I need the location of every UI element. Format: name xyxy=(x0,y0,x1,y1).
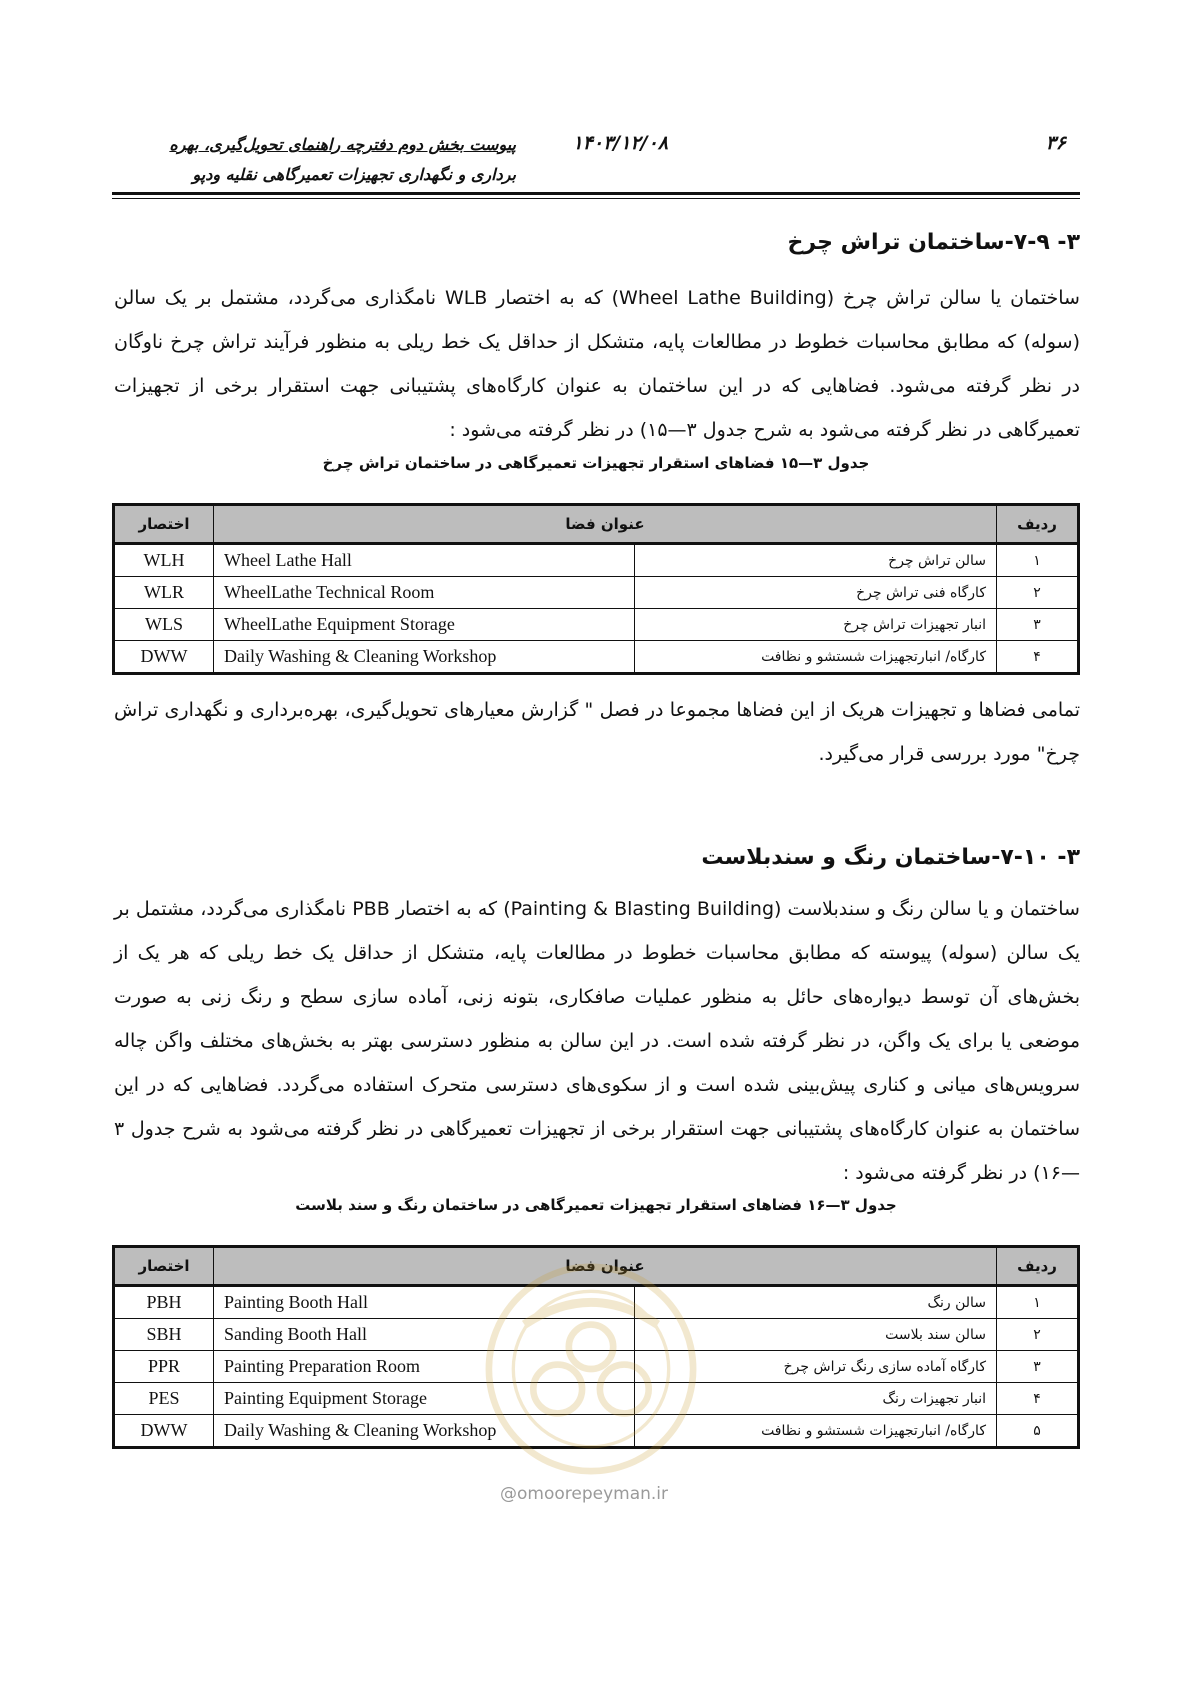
cell-persian-name: سالن رنگ xyxy=(635,1286,997,1319)
header-title-line2: برداری و نگهداری تجهیزات تعمیرگاهی نقلیه ودپو xyxy=(192,165,516,184)
cell-english-name: Painting Booth Hall xyxy=(214,1286,635,1319)
cell-row-number: ۱ xyxy=(997,544,1079,577)
table-row xyxy=(114,1319,1079,1351)
page-header xyxy=(112,128,1080,198)
cell-persian-name: کارگاه فنی تراش چرخ xyxy=(635,577,997,609)
col-header-row: ردیف xyxy=(997,1247,1079,1286)
section-heading-painting-blasting: ۳- ۷-۱۰-ساختمان رنگ و سندبلاست xyxy=(701,845,1080,870)
cell-abbr: DWW xyxy=(114,1415,214,1448)
table-row xyxy=(114,577,1079,609)
cell-english-name: Wheel Lathe Hall xyxy=(214,544,635,577)
table-caption-15: جدول ۳—۱۵ فضاهای استقرار تجهیزات تعمیرگاهی در ساختمان تراش چرخ xyxy=(322,454,870,472)
cell-abbr: SBH xyxy=(114,1319,214,1351)
cell-abbr: DWW xyxy=(114,641,214,674)
section-paragraph-painting-blasting: ساختمان و یا سالن رنگ و سندبلاست (Painting & Blasting Building) که به اختصار PBB نامگذاری می‌گردد، مشتمل بر یک سالن (سوله) پیوسته که مطابق محاسبات خطوط در مطالعات پایه، متشکل از حداقل یک خط ریلی که هر یک از بخش‌های آن توسط دیواره‌های حائل به منظور عملیات صافکاری، بتونه زنی، آماده سازی سطح و رنگ زنی به صورت موضعی یا برای یک واگن، در نظر گرفته شده است. در این سالن به منظور دسترسی بهتر به بخش‌های مختلف واگن چاله سرویس‌های میانی و کناری پیش‌بینی شده است و از سکوی‌های دسترسی متحرک استفاده می‌گردد. فضاهایی که در این ساختمان به عنوان کارگاه‌های پشتیبانی جهت استقرار برخی از تجهیزات تعمیرگاهی در نظر گرفته می‌شود به شرح جدول ۳—۱۶) در نظر گرفته می‌شود : xyxy=(114,898,1080,1184)
cell-row-number: ۳ xyxy=(997,609,1079,641)
cell-persian-name: سالن تراش چرخ xyxy=(635,544,997,577)
cell-abbr: WLS xyxy=(114,609,214,641)
col-header-abbr: اختصار xyxy=(114,1247,214,1286)
table-header-row xyxy=(114,505,1079,544)
table-row xyxy=(114,1383,1079,1415)
cell-persian-name: کارگاه آماده سازی رنگ تراش چرخ xyxy=(635,1351,997,1383)
cell-english-name: Daily Washing & Cleaning Workshop xyxy=(214,641,635,674)
cell-row-number: ۴ xyxy=(997,1383,1079,1415)
table-row xyxy=(114,609,1079,641)
section-heading-wheel-lathe: ۳- ۷-۹-ساختمان تراش چرخ xyxy=(787,230,1080,255)
cell-english-name: WheelLathe Equipment Storage xyxy=(214,609,635,641)
cell-english-name: WheelLathe Technical Room xyxy=(214,577,635,609)
paragraph-after-table-15: تمامی فضاها و تجهیزات هریک از این فضاها مجموعا در فصل " گزارش معیارهای تحویل‌گیری، بهره‌برداری و نگهداری تراش چرخ" مورد بررسی قرار می‌گیرد. xyxy=(114,699,1080,765)
cell-english-name: Painting Preparation Room xyxy=(214,1351,635,1383)
cell-persian-name: کارگاه/ انبارتجهیزات شستشو و نظافت xyxy=(635,1415,997,1448)
cell-row-number: ۱ xyxy=(997,1286,1079,1319)
cell-persian-name: انبار تجهیزات تراش چرخ xyxy=(635,609,997,641)
table-row xyxy=(114,544,1079,577)
cell-abbr: WLH xyxy=(114,544,214,577)
table-row xyxy=(114,1415,1079,1448)
cell-row-number: ۴ xyxy=(997,641,1079,674)
cell-english-name: Daily Washing & Cleaning Workshop xyxy=(214,1415,635,1448)
header-rule-thick xyxy=(112,192,1080,195)
cell-abbr: PBH xyxy=(114,1286,214,1319)
header-date: ۱۴۰۳/۱۲/۰۸ xyxy=(572,132,668,154)
header-title xyxy=(116,130,516,190)
col-header-abbr: اختصار xyxy=(114,505,214,544)
cell-row-number: ۲ xyxy=(997,1319,1079,1351)
col-header-row: ردیف xyxy=(997,505,1079,544)
cell-persian-name: سالن سند بلاست xyxy=(635,1319,997,1351)
table-row xyxy=(114,1351,1079,1383)
table-header-row xyxy=(114,1247,1079,1286)
table-row xyxy=(114,641,1079,674)
section-paragraph-wheel-lathe: ساختمان یا سالن تراش چرخ (Wheel Lathe Building) که به اختصار WLB نامگذاری می‌گردد، مشتمل بر یک سالن (سوله) که مطابق محاسبات خطوط در مطالعات پایه، متشکل از حداقل یک خط ریلی به منظور فرآیند تراش چرخ ناوگان در نظر گرفته می‌شود. فضاهایی که در این ساختمان به عنوان کارگاه‌های پشتیبانی جهت استقرار برخی از تجهیزات تعمیرگاهی در نظر گرفته می‌شود به شرح جدول ۳—۱۵) در نظر گرفته می‌شود : xyxy=(114,287,1080,441)
col-header-space: عنوان فضا xyxy=(214,1247,997,1286)
cell-abbr: PPR xyxy=(114,1351,214,1383)
header-title-line1: پیوست بخش دوم دفترچه راهنمای تحویل‌گیری، بهره xyxy=(169,135,516,154)
table-wheel-lathe-spaces xyxy=(112,503,1080,675)
page-number: ۳۶ xyxy=(1045,132,1066,154)
cell-row-number: ۵ xyxy=(997,1415,1079,1448)
cell-persian-name: انبار تجهیزات رنگ xyxy=(635,1383,997,1415)
col-header-space: عنوان فضا xyxy=(214,505,997,544)
header-rule-thin xyxy=(112,198,1080,199)
table-row xyxy=(114,1286,1079,1319)
cell-row-number: ۲ xyxy=(997,577,1079,609)
cell-english-name: Sanding Booth Hall xyxy=(214,1319,635,1351)
watermark-site: @omoorepeyman.ir xyxy=(500,1484,669,1504)
cell-abbr: PES xyxy=(114,1383,214,1415)
table-painting-spaces xyxy=(112,1245,1080,1449)
cell-persian-name: کارگاه/ انبارتجهیزات شستشو و نظافت xyxy=(635,641,997,674)
cell-row-number: ۳ xyxy=(997,1351,1079,1383)
cell-abbr: WLR xyxy=(114,577,214,609)
cell-english-name: Painting Equipment Storage xyxy=(214,1383,635,1415)
table-caption-16: جدول ۳—۱۶ فضاهای استقرار تجهیزات تعمیرگاهی در ساختمان رنگ و سند بلاست xyxy=(295,1196,897,1214)
